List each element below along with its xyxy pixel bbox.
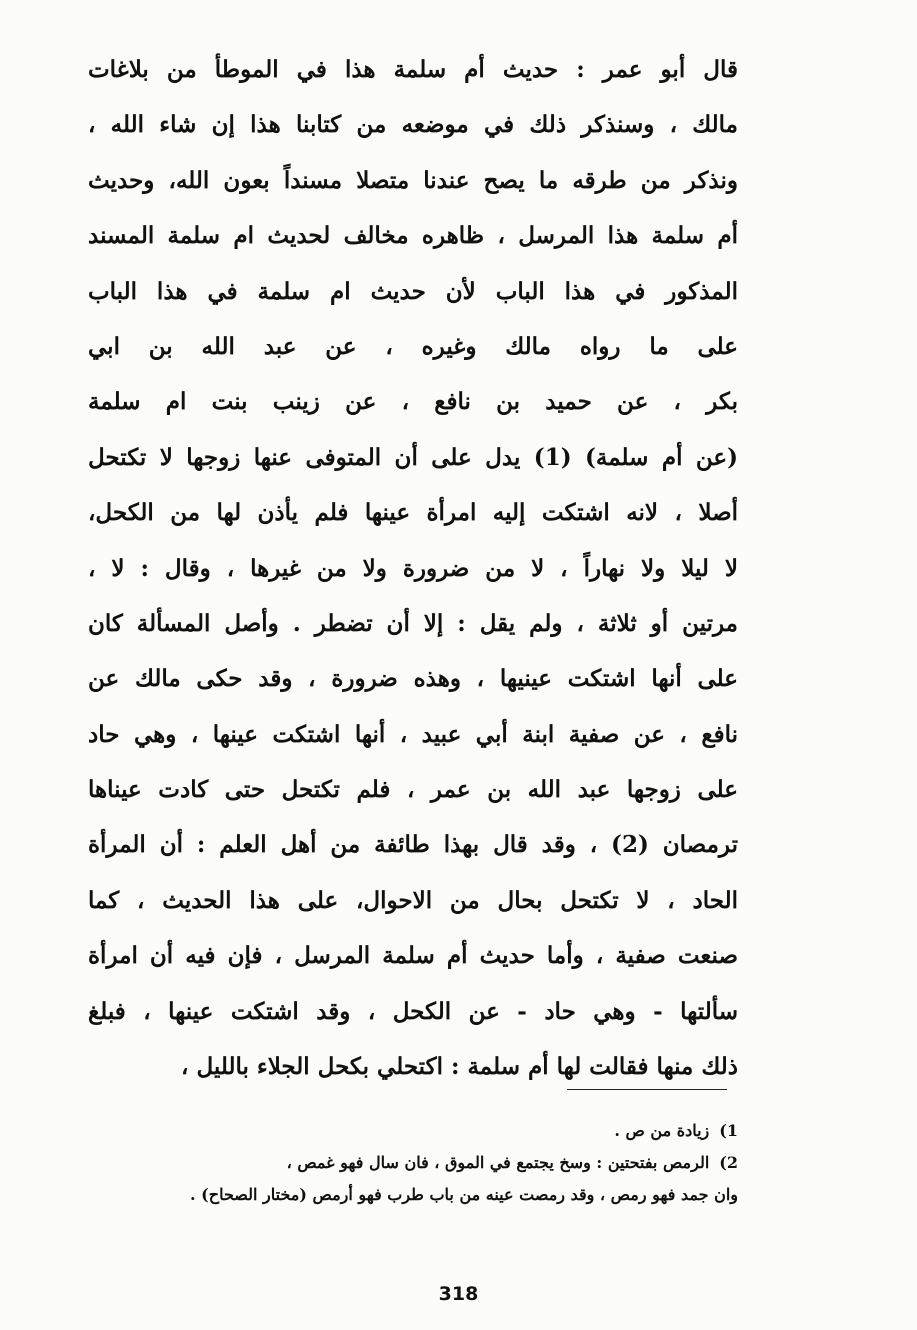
footnote-number: 1) xyxy=(719,1121,738,1140)
text-line: على أنها اشتكت عينيها ، وهذه ضرورة ، وقد حكى مالك عن xyxy=(88,665,738,693)
footnote-text: الرمص بفتحتين : وسخ يجتمع في الموق ، فان سال فهو غمص ، xyxy=(286,1153,710,1172)
text-line: سألتها - وهي حاد - عن الكحل ، وقد اشتكت عينها ، فبلغ xyxy=(88,997,738,1025)
text-line: ترمصان (2) ، وقد قال بهذا طائفة من أهل العلم : أن المرأة xyxy=(88,831,738,859)
text-line: على ما رواه مالك وغيره ، عن عبد الله بن ابي xyxy=(88,332,738,360)
text-line: صنعت صفية ، وأما حديث أم سلمة المرسل ، فإن فيه أن امرأة xyxy=(88,942,738,970)
footnote-1 xyxy=(88,1115,738,1147)
text-line: على زوجها عبد الله بن عمر ، فلم تكتحل حتى كادت عيناها xyxy=(88,776,738,804)
text-line: أم سلمة هذا المرسل ، ظاهره مخالف لحديث ام سلمة المسند xyxy=(88,222,738,250)
footnote-separator xyxy=(567,1089,727,1090)
text-line: ونذكر من طرقه ما يصح عندنا متصلا مسنداً بعون الله، وحديث xyxy=(88,166,738,194)
page-number: 318 xyxy=(438,1283,479,1305)
text-line: أصلا ، لانه اشتكت إليه امرأة عينها فلم يأذن لها من الكحل، xyxy=(88,499,738,527)
text-line: مرتين أو ثلاثة ، ولم يقل : إلا أن تضطر . وأصل المسألة كان xyxy=(88,609,738,637)
text-line: المذكور في هذا الباب لأن حديث ام سلمة في هذا الباب xyxy=(88,277,738,305)
footnote-text: زيادة من ص . xyxy=(614,1121,710,1140)
text-line: لا ليلا ولا نهاراً ، لا من ضرورة ولا من غيرها ، وقال : لا ، xyxy=(88,554,738,582)
text-line: بكر ، عن حميد بن نافع ، عن زينب بنت ام سلمة xyxy=(88,388,738,416)
text-line: الحاد ، لا تكتحل بحال من الاحوال، على هذا الحديث ، كما xyxy=(88,886,738,914)
footnote-number: 2) xyxy=(719,1153,738,1172)
text-line: قال أبو عمر : حديث أم سلمة هذا في الموطأ من بلاغات xyxy=(88,56,738,83)
footnote-2 xyxy=(88,1147,738,1179)
text-line: نافع ، عن صفية ابنة أبي عبيد ، أنها اشتكت عينها ، وهي حاد xyxy=(88,720,738,748)
text-line: ذلك منها فقالت لها أم سلمة : اكتحلي بكحل الجلاء بالليل ، xyxy=(181,1053,738,1081)
text-line: (عن أم سلمة) (1) يدل على أن المتوفى عنها زوجها لا تكتحل xyxy=(88,443,738,471)
footnote-text: وان جمد فهو رمص ، وقد رمصت عينه من باب طرب فهو أرمص (مختار الصحاح) . xyxy=(190,1185,738,1204)
text-line: مالك ، وسنذكر ذلك في موضعه من كتابنا هذا إن شاء الله ، xyxy=(88,111,738,139)
footnote-2-continuation xyxy=(88,1179,738,1211)
main-text xyxy=(88,42,738,1094)
footnotes xyxy=(88,1115,738,1211)
